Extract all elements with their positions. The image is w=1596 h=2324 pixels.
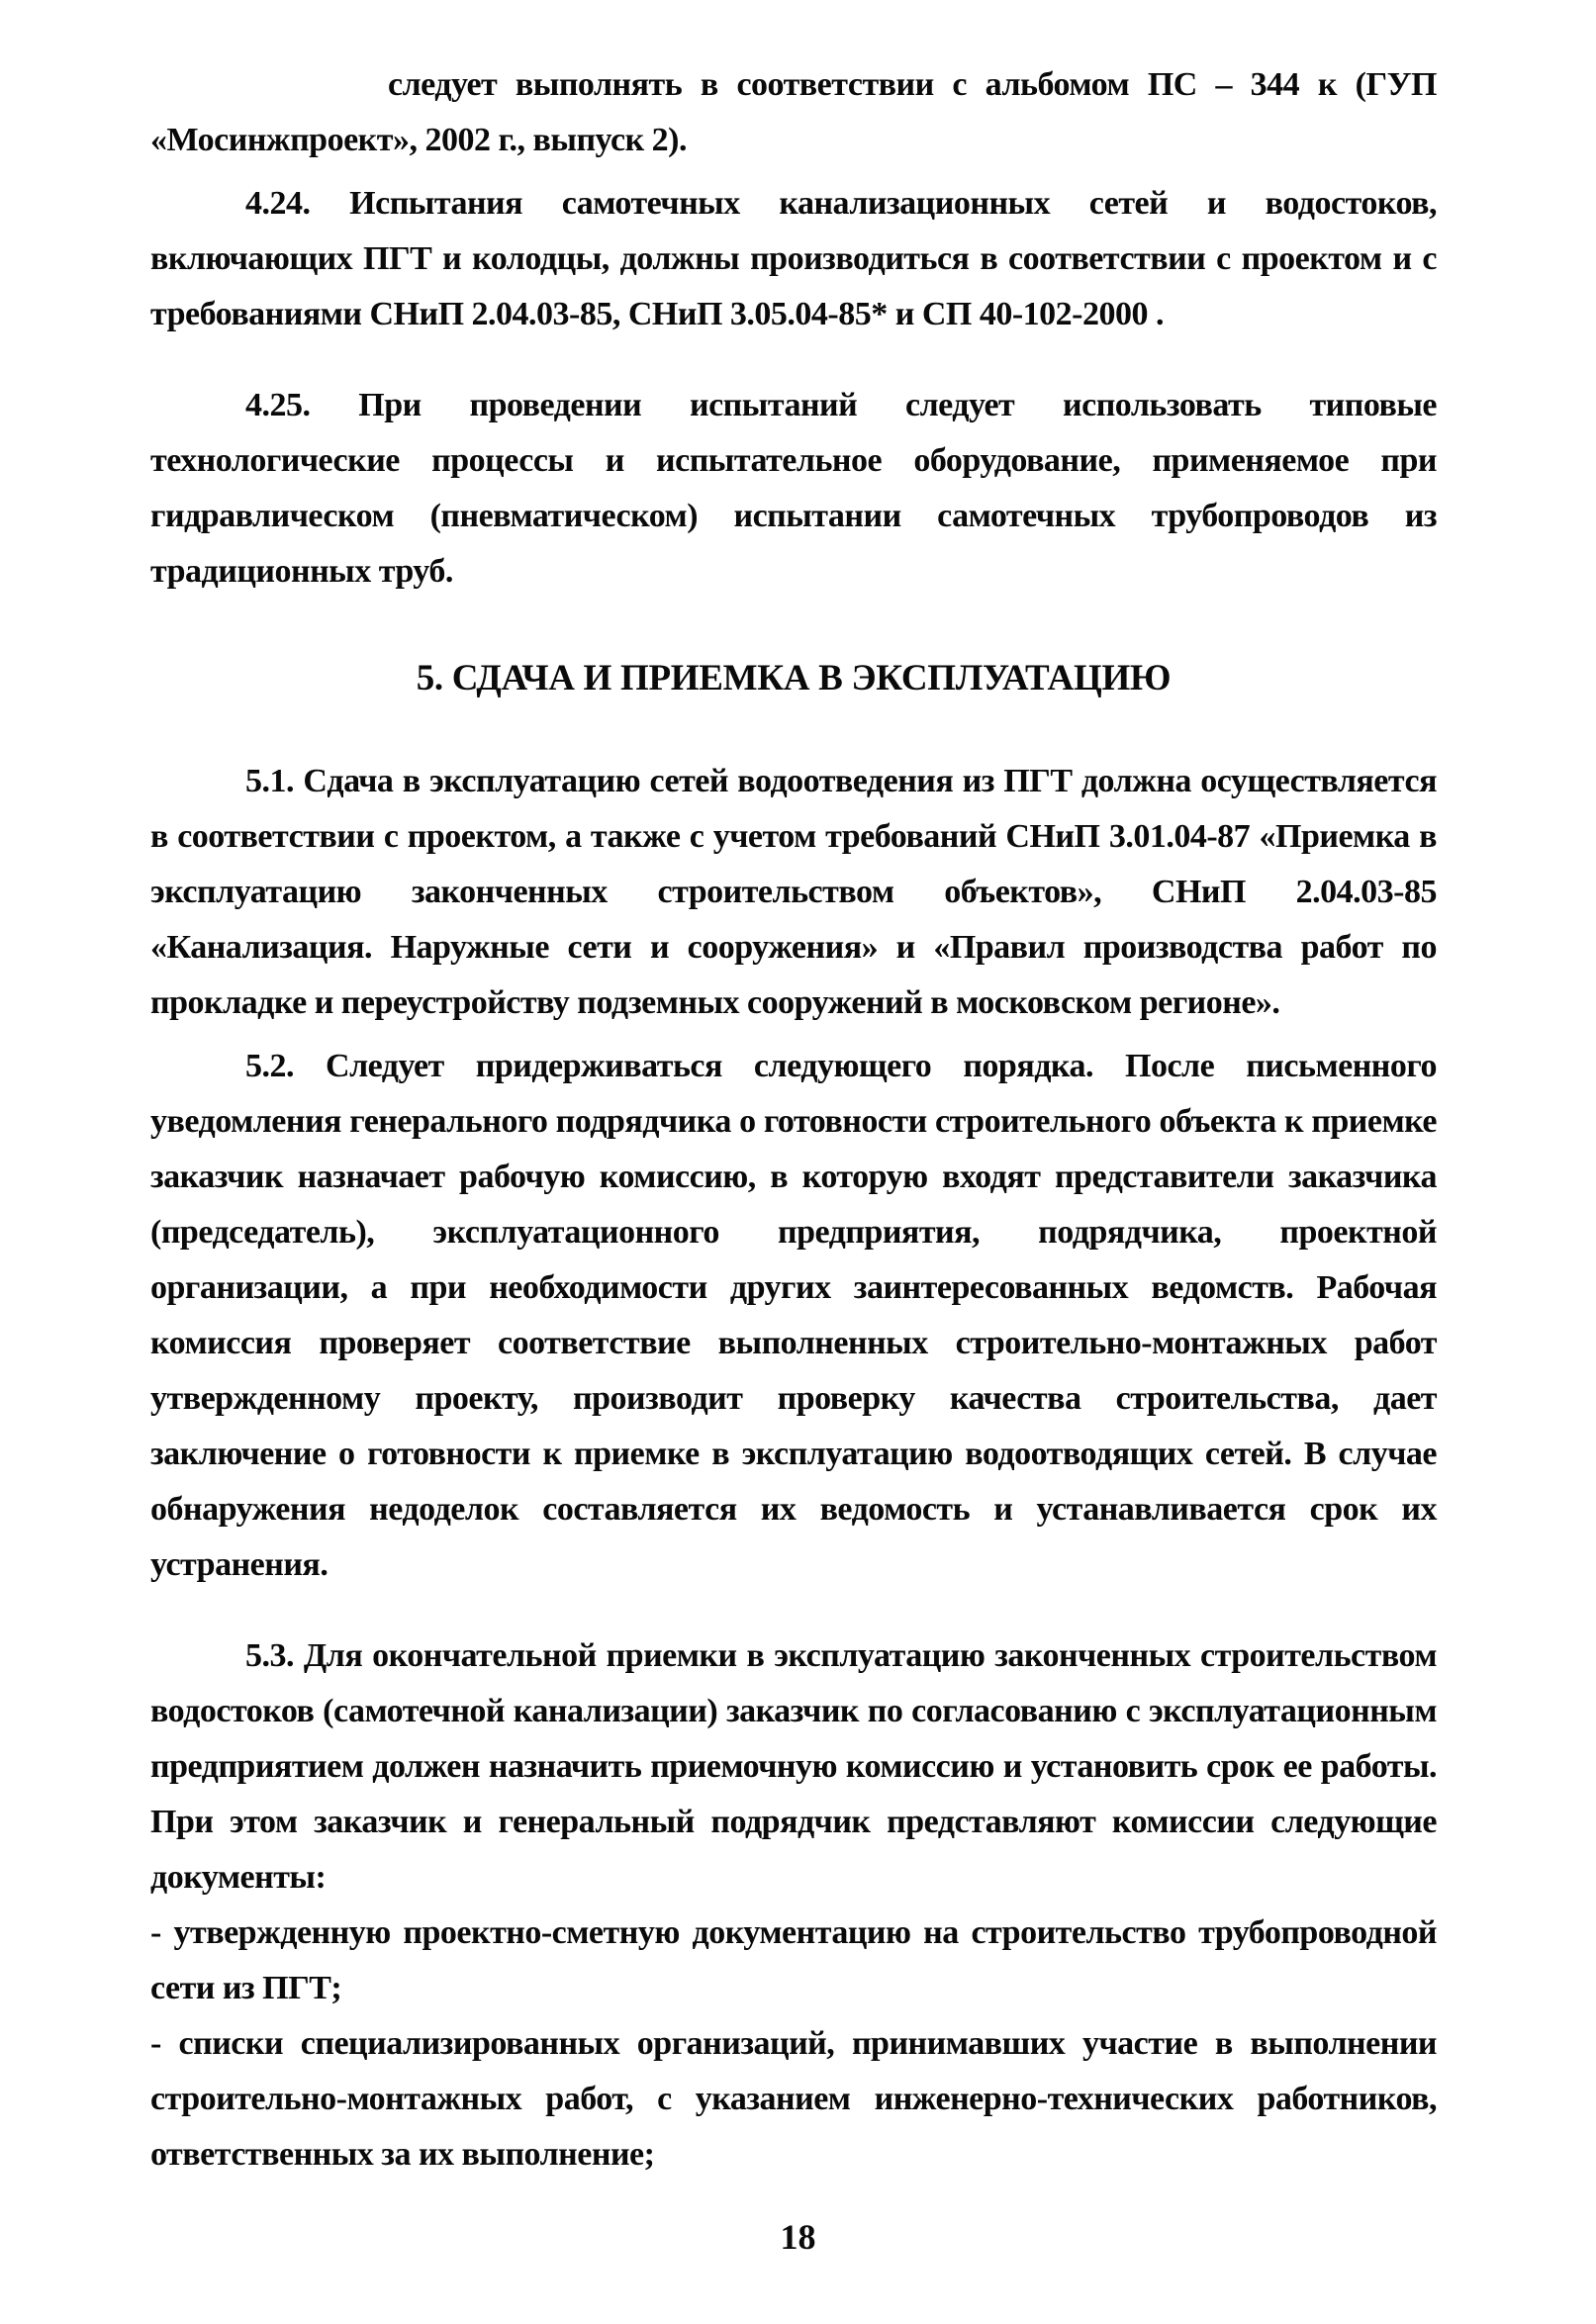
paragraph-5-3: 5.3. Для окончательной приемки в эксплуатацию законченных строительством водостоков (самотечной канализации) заказчик по согласованию с эксплуатационным предприятием должен назначить приемочную комиссию и установить срок ее работы. При этом заказчик и генеральный подрядчик представляют комиссии следующие документы:	[150, 1637, 1437, 1896]
bullet-item-project-documentation: - утвержденную проектно-сметную документацию на строительство трубопроводной сети из ПГТ;	[150, 1914, 1437, 2006]
bullet-item-organization-lists: - списки специализированных организаций, принимавших участие в выполнении строительно-монтажных работ, с указанием инженерно-технических работников, ответственных за их выполнение;	[150, 2025, 1437, 2173]
paragraph-5-2: 5.2. Следует придерживаться следующего порядка. После письменного уведомления генерального подрядчика о готовности строительного объекта к приемке заказчик назначает рабочую комиссию, в которую входят представители заказчика (председатель), эксплуатационного предприятия, подрядчика, проектной организации, а при необходимости других заинтересованных ведомств. Рабочая комиссия проверяет соответствие выполненных строительно-монтажных работ утвержденному проекту, производит проверку качества строительства, дает заключение о готовности к приемке в эксплуатацию водоотводящих сетей. В случае обнаружения недоделок составляется их ведомость и устанавливается срок их устранения.	[150, 1048, 1437, 1583]
paragraph-5-1: 5.1. Сдача в эксплуатацию сетей водоотведения из ПГТ должна осуществляется в соответствии с проектом, а также с учетом требований СНиП 3.01.04-87 «Приемка в эксплуатацию законченных строительством объектов», СНиП 2.04.03-85 «Канализация. Наружные сети и сооружения» и «Правил производства работ по прокладке и переустройству подземных сооружений в московском регионе».	[150, 763, 1437, 1021]
page-number: 18	[780, 2217, 816, 2257]
paragraph-4-24: 4.24. Испытания самотечных канализационных сетей и водостоков, включающих ПГТ и колодцы, должны производиться в соответствии с проектом и с требованиями СНиП 2.04.03-85, СНиП 3.05.04-85* и СП 40-102-2000 .	[150, 185, 1437, 332]
paragraph-4-25: 4.25. При проведении испытаний следует использовать типовые технологические процессы и испытательное оборудование, применяемое при гидравлическом (пневматическом) испытании самотечных трубопроводов из традиционных труб.	[150, 387, 1437, 590]
page-body	[150, 57, 1437, 2183]
section-5-heading: 5. СДАЧА И ПРИЕМКА В ЭКСПЛУАТАЦИЮ	[416, 658, 1172, 698]
continuation-paragraph: следует выполнять в соответствии с альбомом ПС – 344 к (ГУП «Мосинжпроект», 2002 г., выпуск 2).	[150, 66, 1437, 158]
